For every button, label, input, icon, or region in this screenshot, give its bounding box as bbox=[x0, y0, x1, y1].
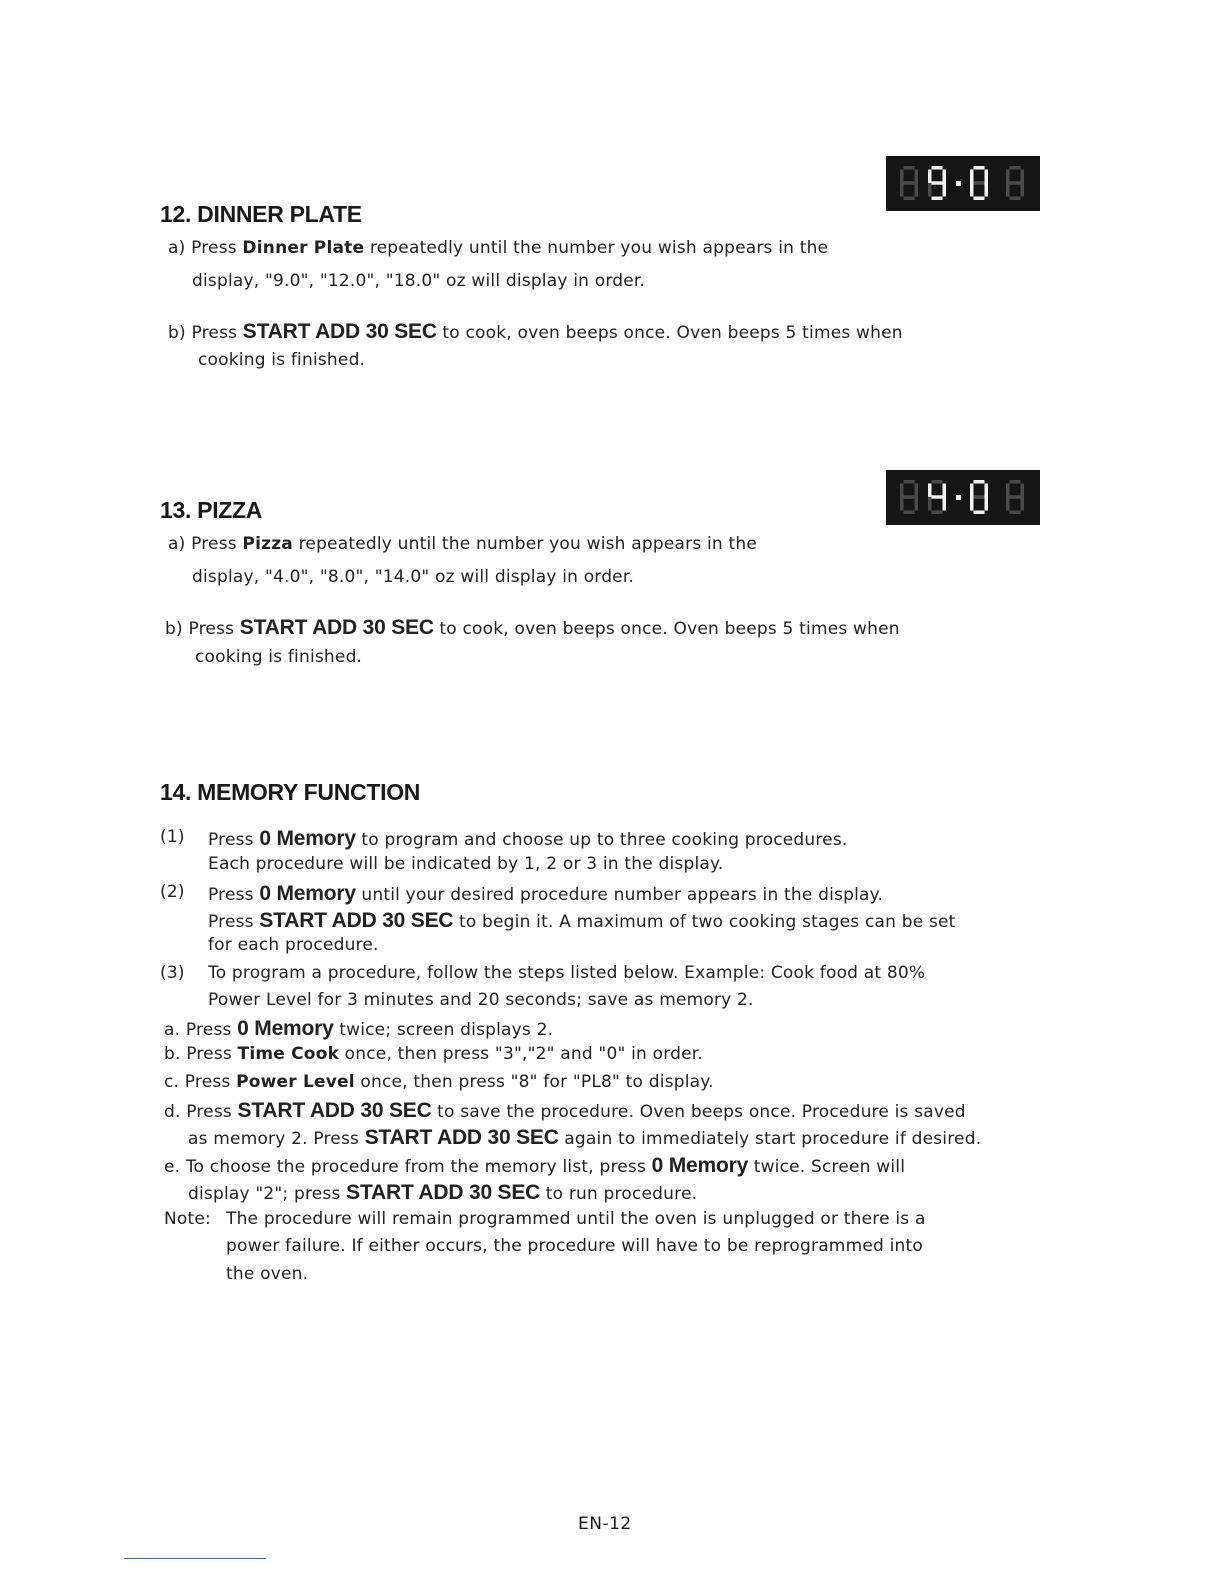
note-label: Note: bbox=[164, 1209, 211, 1229]
led-segment bbox=[943, 497, 947, 511]
seven-segment-readout bbox=[886, 470, 1040, 525]
led-colon bbox=[956, 495, 961, 500]
led-segment bbox=[974, 197, 985, 201]
note-line: power failure. If either occurs, the procedure will have to be reprogrammed into bbox=[226, 1236, 923, 1256]
step-a-dinner-plate-cont: display, "9.0", "12.0", "18.0" oz will display in order. bbox=[192, 271, 646, 291]
key-name-time-cook: Time Cook bbox=[237, 1044, 340, 1064]
led-segment bbox=[985, 497, 989, 511]
memory-item-3-marker: (3) bbox=[160, 963, 185, 983]
led-segment bbox=[943, 484, 947, 498]
step-prefix: b. Press bbox=[164, 1044, 238, 1064]
step-prefix: d. Press bbox=[164, 1102, 238, 1122]
key-name-start: START ADD 30 SEC bbox=[239, 616, 434, 639]
led-segment bbox=[1010, 181, 1021, 185]
led-segment bbox=[900, 170, 904, 184]
led-segment bbox=[904, 511, 915, 515]
item-text: until your desired procedure number appears in the display. bbox=[355, 885, 884, 905]
key-name-start: START ADD 30 SEC bbox=[237, 1099, 432, 1122]
led-segment bbox=[985, 170, 989, 184]
key-name-start: START ADD 30 SEC bbox=[259, 909, 454, 932]
led-segment bbox=[928, 170, 932, 184]
led-segment bbox=[974, 495, 985, 499]
led-segment bbox=[904, 181, 915, 185]
led-segment bbox=[985, 484, 989, 498]
item-prefix: Press bbox=[208, 912, 260, 932]
key-name-memory: 0 Memory bbox=[259, 882, 356, 905]
step-a-pizza bbox=[168, 534, 757, 554]
led-segment bbox=[932, 480, 943, 484]
step-marker: b) bbox=[165, 619, 183, 639]
led-colon bbox=[956, 181, 961, 186]
step-prefix: c. Press bbox=[164, 1072, 237, 1092]
step-prefix: as memory 2. Press bbox=[188, 1129, 365, 1149]
key-name-memory: 0 Memory bbox=[651, 1154, 749, 1177]
step-marker: a) bbox=[168, 534, 186, 554]
step-prefix: Press bbox=[191, 534, 243, 554]
led-segment bbox=[974, 480, 985, 484]
key-name-start: START ADD 30 SEC bbox=[364, 1126, 559, 1149]
key-name-start: START ADD 30 SEC bbox=[346, 1181, 541, 1204]
memory-item-3: To program a procedure, follow the steps listed below. Example: Cook food at 80% bbox=[208, 963, 926, 983]
memory-step-a bbox=[164, 1017, 553, 1041]
led-segment bbox=[900, 183, 904, 197]
led-segment bbox=[915, 484, 919, 498]
key-name-start: START ADD 30 SEC bbox=[242, 320, 437, 343]
step-prefix: Press bbox=[191, 323, 243, 343]
item-text: to program and choose up to three cooking procedures. bbox=[355, 830, 848, 850]
led-segment bbox=[1010, 166, 1021, 170]
led-segment bbox=[932, 511, 943, 515]
step-prefix: display "2"; press bbox=[188, 1184, 347, 1204]
memory-item-2-marker: (2) bbox=[160, 882, 185, 902]
seven-segment-readout bbox=[886, 156, 1040, 211]
led-segment bbox=[915, 497, 919, 511]
led-segment bbox=[1021, 484, 1025, 498]
led-display-dinner-plate bbox=[886, 156, 1040, 211]
memory-step-d bbox=[164, 1099, 966, 1123]
memory-item-1-cont: Each procedure will be indicated by 1, 2 or 3 in the display. bbox=[208, 854, 724, 874]
led-segment bbox=[900, 484, 904, 498]
step-a-pizza-cont: display, "4.0", "8.0", "14.0" oz will display in order. bbox=[192, 567, 635, 587]
step-text: to run procedure. bbox=[540, 1184, 698, 1204]
step-text: twice; screen displays 2. bbox=[333, 1020, 554, 1040]
led-segment bbox=[900, 497, 904, 511]
memory-step-c bbox=[164, 1072, 714, 1092]
led-display-pizza bbox=[886, 470, 1040, 525]
led-segment bbox=[904, 495, 915, 499]
led-segment bbox=[915, 183, 919, 197]
step-text: repeatedly until the number you wish appears in the bbox=[292, 534, 757, 554]
led-segment bbox=[970, 484, 974, 498]
key-name-pizza: Pizza bbox=[242, 534, 293, 554]
key-name-power-level: Power Level bbox=[236, 1072, 355, 1092]
led-segment bbox=[970, 170, 974, 184]
led-segment bbox=[904, 166, 915, 170]
led-segment bbox=[1021, 170, 1025, 184]
section-title-pizza: 13. PIZZA bbox=[160, 497, 263, 523]
memory-item-2-line2 bbox=[208, 909, 956, 933]
step-a-dinner-plate bbox=[168, 238, 828, 258]
led-segment bbox=[1010, 495, 1021, 499]
led-segment bbox=[928, 497, 932, 511]
note-line: The procedure will remain programmed until the oven is unplugged or there is a bbox=[226, 1209, 926, 1229]
step-b-pizza-cont: cooking is finished. bbox=[195, 647, 363, 667]
step-text: once, then press "3","2" and "0" in order. bbox=[339, 1044, 703, 1064]
note-line: the oven. bbox=[226, 1264, 309, 1284]
led-segment bbox=[1010, 511, 1021, 515]
section-title-dinner-plate: 12. DINNER PLATE bbox=[160, 201, 362, 227]
memory-item-1-marker: (1) bbox=[160, 827, 185, 847]
memory-item-2-cont: for each procedure. bbox=[208, 935, 379, 955]
led-segment bbox=[1010, 480, 1021, 484]
led-segment bbox=[974, 181, 985, 185]
memory-step-b bbox=[164, 1044, 703, 1064]
led-segment bbox=[932, 166, 943, 170]
step-text: to cook, oven beeps once. Oven beeps 5 times when bbox=[433, 619, 900, 639]
led-segment bbox=[974, 511, 985, 515]
led-segment bbox=[974, 166, 985, 170]
led-segment bbox=[1006, 497, 1010, 511]
memory-step-e bbox=[164, 1154, 905, 1178]
step-text: repeatedly until the number you wish appears in the bbox=[364, 238, 829, 258]
footer-rule bbox=[124, 1558, 266, 1559]
memory-item-1 bbox=[208, 827, 848, 851]
step-text: twice. Screen will bbox=[748, 1157, 906, 1177]
key-name-memory: 0 Memory bbox=[237, 1017, 334, 1040]
led-segment bbox=[1021, 183, 1025, 197]
led-segment bbox=[970, 183, 974, 197]
led-segment bbox=[915, 170, 919, 184]
step-text: to save the procedure. Oven beeps once. Procedure is saved bbox=[431, 1102, 966, 1122]
step-b-dinner-plate-cont: cooking is finished. bbox=[198, 350, 366, 370]
memory-step-e-cont bbox=[188, 1181, 697, 1205]
led-segment bbox=[985, 183, 989, 197]
memory-item-3-cont: Power Level for 3 minutes and 20 seconds; save as memory 2. bbox=[208, 990, 754, 1010]
led-segment bbox=[1006, 484, 1010, 498]
led-segment bbox=[1021, 497, 1025, 511]
page-number: EN-12 bbox=[578, 1514, 632, 1534]
step-marker: a) bbox=[168, 238, 186, 258]
memory-item-2 bbox=[208, 882, 883, 906]
led-segment bbox=[928, 183, 932, 197]
key-name-dinner-plate: Dinner Plate bbox=[242, 238, 365, 258]
led-segment bbox=[932, 181, 943, 185]
step-text: again to immediately start procedure if desired. bbox=[558, 1129, 982, 1149]
step-prefix: a. Press bbox=[164, 1020, 238, 1040]
step-text: to cook, oven beeps once. Oven beeps 5 times when bbox=[436, 323, 903, 343]
key-name-memory: 0 Memory bbox=[259, 827, 356, 850]
section-title-memory: 14. MEMORY FUNCTION bbox=[160, 779, 421, 805]
led-segment bbox=[1010, 197, 1021, 201]
step-prefix: Press bbox=[191, 238, 243, 258]
led-segment bbox=[970, 497, 974, 511]
led-segment bbox=[904, 197, 915, 201]
led-segment bbox=[932, 495, 943, 499]
item-prefix: Press bbox=[208, 885, 260, 905]
led-segment bbox=[943, 170, 947, 184]
item-text: to begin it. A maximum of two cooking stages can be set bbox=[453, 912, 956, 932]
led-segment bbox=[1006, 183, 1010, 197]
step-b-dinner-plate bbox=[168, 320, 903, 344]
step-text: once, then press "8" for "PL8" to display. bbox=[354, 1072, 714, 1092]
memory-step-d-cont bbox=[188, 1126, 981, 1150]
led-segment bbox=[932, 197, 943, 201]
step-prefix: e. To choose the procedure from the memory list, press bbox=[164, 1157, 652, 1177]
item-prefix: Press bbox=[208, 830, 260, 850]
led-segment bbox=[904, 480, 915, 484]
led-segment bbox=[928, 484, 932, 498]
led-segment bbox=[943, 183, 947, 197]
step-b-pizza bbox=[165, 616, 900, 640]
step-marker: b) bbox=[168, 323, 186, 343]
led-segment bbox=[1006, 170, 1010, 184]
step-prefix: Press bbox=[188, 619, 240, 639]
